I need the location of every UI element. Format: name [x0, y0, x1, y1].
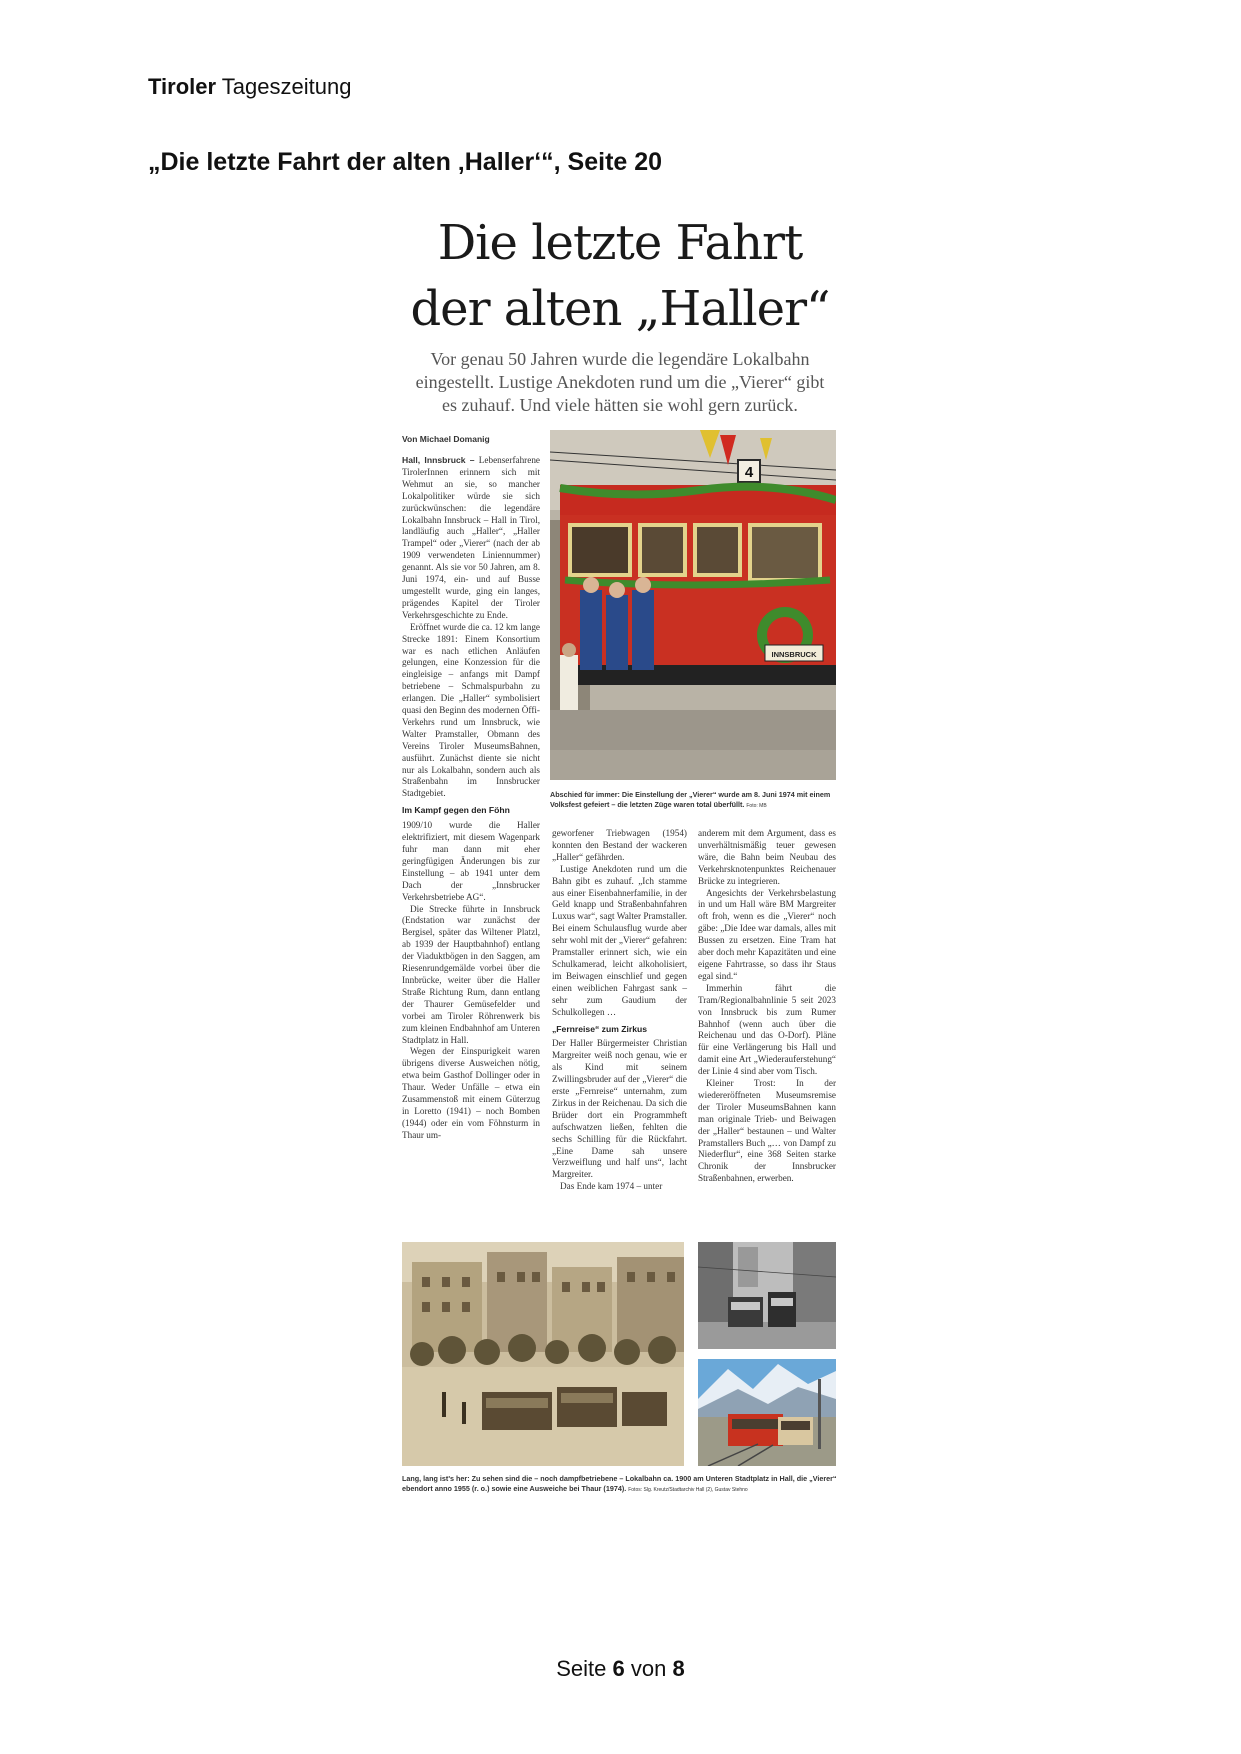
caption-text: Abschied für immer: Die Einstellung der „Vierer“ wurde am 8. Juni 1974 mit einem Volksfest gefeiert – die letzten Züge waren total überfüllt.: [550, 790, 831, 809]
brand-rest: Tageszeitung: [221, 74, 352, 99]
paragraph: anderem mit dem Argument, dass es unverhältnismäßig teuer gewesen wäre, die Bahn beim Neubau des Verkehrsknotenpunktes Reichenauer Brücke zu integrieren.: [698, 828, 836, 886]
paragraph: Der Haller Bürgermeister Christian Margreiter weiß noch genau, wie er als Kind mit seinem Zwillingsbruder auf der „Vierer“ die erste „Fernreise“ unternahm, zum Zirkus in der Reichenau. Da sich die Brüder dort ein Programmheft aufschwatzen ließen, fehlten die sechs Schilling für die Rückfahrt. „Eine Dame sah unsere Verzweiflung und half uns“, lacht Margreiter.: [552, 1038, 687, 1180]
bw-street-illustration: [698, 1242, 836, 1349]
byline: Von Michael Domanig: [402, 434, 490, 444]
page-middle: von: [630, 1656, 667, 1681]
paragraph-text: Lebenserfahrene TirolerInnen erinnern sich mit Wehmut an sie, so mancher Lokalpolitiker würde sie sich zurückwünschen: die legendäre Lokalbahn Innsbruck – Hall in Tirol, landläufig auch „Haller“, „Haller Trampel“ oder „Vierer“ (nach der ab 1909 verwendeten Liniennummer) genannt. Als sie vor 50 Jahren, am 8. Juni 1974, ein- und auf Busse umgestellt wurde, ging ein langes, prägendes Kapitel der Tiroler Verkehrsgeschichte zu Ende.: [402, 455, 540, 620]
thaur-siding-photo: [698, 1359, 836, 1466]
newspaper-clipping: [400, 210, 840, 1510]
sepia-square-illustration: [402, 1242, 684, 1466]
total-pages: 8: [672, 1656, 685, 1681]
article-headline: [400, 210, 840, 342]
subheading: „Fernreise“ zum Zirkus: [552, 1023, 648, 1034]
paragraph: Die Strecke führte in Innsbruck (Endstation war zunächst der Bergisel, später das Wiltener Platzl, ab 1939 der Hauptbahnhof) entlang der Viaduktbögen in den Saggen, am Riesenrundgemälde vorbei über die Innbrücke, weiter über die Haller Straße Richtung Rum, dann entlang der Thaurer Gemüsefelder und vorbei am Tiroler Röhrenwerk bis zum kleinen Endbahnhof am Unteren Stadtplatz in Hall.: [402, 903, 540, 1045]
tram-illustration: [550, 430, 836, 780]
publication-header: [148, 74, 351, 100]
paragraph: Lustige Anekdoten rund um die Bahn gibt es zuhauf. „Ich stamme aus einer Eisenbahnerfamilie, in der Geld knapp und Straßenbahnfahren Luxus war“, sagt Walter Pramstaller. Bei einem Schulausflug wurde aber sehr wohl mit der „Vierer“ gefahren: Pramstaller erinnert sich, wie ein Schulkamerad, leicht alkoholisiert, im Beiwagen einschlief und gegen einen weiblichen Fahrgast sank – sehr zum Gaudium der Schulkollegen …: [552, 863, 687, 1017]
current-page: 6: [612, 1656, 625, 1681]
headline-line-2: der alten „Haller“: [410, 281, 830, 337]
paragraph: Das Ende kam 1974 – unter: [560, 1181, 663, 1192]
main-photo-caption: [550, 790, 840, 811]
caption-text: Lang, lang ist's her: Zu sehen sind die – noch dampfbetriebene – Lokalbahn ca. 1900 am Unteren Stadtplatz in Hall, die „Vierer“ ebendort anno 1955 (r. o.) sowie eine Ausweiche bei Thaur (1974).: [402, 1474, 837, 1493]
tram-1955-photo: [698, 1242, 836, 1349]
destination-sign: INNSBRUCK: [771, 650, 817, 659]
text-column-3: [698, 828, 836, 1185]
text-column-1: [402, 455, 540, 1142]
paragraph: 1909/10 wurde die Haller elektrifiziert, mit diesem Wagenpark fuhr man dann mit eher geringfügigen Änderungen bis zur Einstellung – ab 1941 unter dem Dach der „Innsbrucker Verkehrsbetriebe AG“.: [402, 820, 540, 902]
bottom-photo-caption: [402, 1474, 842, 1495]
dateline: Hall, Innsbruck –: [402, 455, 475, 465]
subheading: Im Kampf gegen den Föhn: [402, 805, 510, 816]
historic-square-photo: [402, 1242, 684, 1466]
paragraph: Wegen der Einspurigkeit waren übrigens diverse Ausweichen nötig, etwa beim Gasthof Dollinger oder in Thaur. Weder Unfälle – etwa ein Zusammenstoß mit einem Güterzug in Loretto (1941) – noch Bomben (1944) oder ein vom Föhnsturm in Thaur um-: [402, 1046, 540, 1140]
article-subheadline: Vor genau 50 Jahren wurde die legendäre Lokalbahn eingestellt. Lustige Anekdoten rund um die „Vierer“ gibt es zuhauf. Und viele hätten sie wohl gern zurück.: [415, 349, 825, 415]
paragraph: Angesichts der Verkehrsbelastung in und um Hall wäre BM Margreiter oft froh, wenn es die „Vierer“ noch gäbe: „Die Idee war damals, alles mit Bussen zu ersetzen. Eine Tram hat aber doch mehr Kapazitäten und eine eigene Fahrtrasse, so dass ihr Staus egal sind.“: [698, 887, 837, 981]
headline-line-1: Die letzte Fahrt: [437, 215, 803, 271]
route-number: 4: [744, 464, 754, 481]
tram-photo-1974: [550, 430, 836, 780]
reference-title: „Die letzte Fahrt der alten ‚Haller‘“, Seite 20: [148, 148, 663, 176]
photo-credit: Foto: MB: [746, 803, 767, 809]
page-prefix: Seite: [556, 1656, 607, 1681]
text-column-2: [552, 828, 687, 1193]
brand-bold: Tiroler: [148, 74, 217, 99]
paragraph: [402, 455, 540, 622]
page-footer: [0, 1656, 1241, 1682]
paragraph: Immerhin fährt die Tram/Regionalbahnlinie 5 seit 2023 von Innsbruck bis zum Rumer Bahnhof (wenn auch über die Reichenau und das O-Dorf). Pläne für eine Verlängerung bis Hall und damit eine Art „Wiederauferstehung“ der Linie 4 sind aber vom Tisch.: [698, 982, 836, 1077]
color-tram-illustration: [698, 1359, 836, 1466]
paragraph: geworfener Triebwagen (1954) konnten den Bestand der wackeren „Haller“ gefährden.: [552, 828, 687, 862]
paragraph: Eröffnet wurde die ca. 12 km lange Strecke 1891: Einem Konsortium war es nach etlichen Anläufen gelungen, eine Konzession für die eingleisige – anfangs mit Dampf betriebene – Schmalspurbahn zu erlangen. Die „Haller“ symbolisiert quasi den Beginn des modernen Öffi-Verkehrs rund um Innsbruck, wie Walter Pramstaller, Obmann des Vereins Tiroler MuseumsBahnen, ausführt. Zunächst diente sie nicht nur als Lokalbahn, sondern auch als Straßenbahn im Innsbrucker Stadtgebiet.: [402, 621, 540, 799]
photo-credit: Fotos: Slg. Kreutz/Stadtarchiv Hall (2), Gustav Stehno: [628, 1487, 748, 1493]
paragraph: Kleiner Trost: In der wiedereröffneten Museumsremise der Tiroler MuseumsBahnen kann man originale Trieb- und Beiwagen der „Haller“ bestaunen – und Walter Pramstallers Buch „… von Dampf zu Niederflur“, eine 368 Seiten starke Chronik der Innsbrucker Straßenbahnen, erwerben.: [698, 1078, 836, 1184]
